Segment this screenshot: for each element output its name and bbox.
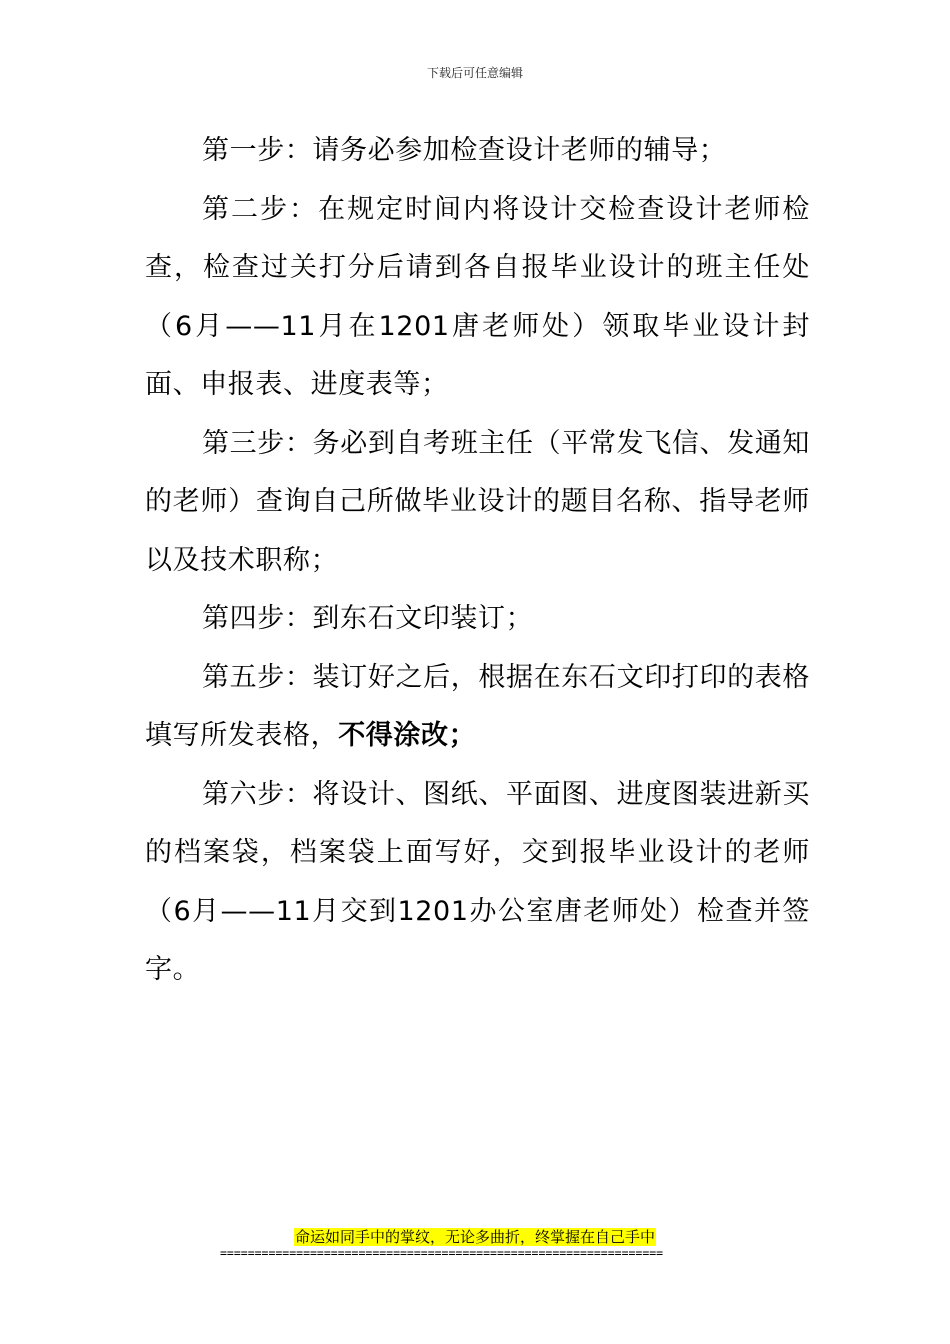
step-4-text: 第四步：到东石文印装订；: [202, 603, 534, 634]
step-1-paragraph: [145, 122, 810, 181]
step-5-bold-text: 不得涂改；: [338, 720, 477, 751]
step-5-text: 第五步：装订好之后，根据在东石文印打印的表格填写所发表格，: [145, 661, 810, 751]
footer-divider: ================================================================: [220, 1246, 664, 1260]
step-2-paragraph: [145, 181, 810, 415]
step-6-text: 第六步：将设计、图纸、平面图、进度图装进新买的档案袋，档案袋上面写好，交到报毕业设计的老师（6月——11月交到1201办公室唐老师处）检查并签字。: [145, 778, 810, 985]
step-3-paragraph: [145, 415, 810, 591]
step-1-text: 第一步：请务必参加检查设计老师的辅导；: [202, 135, 727, 166]
footer-motto: [0, 1228, 950, 1246]
step-2-text: 第二步：在规定时间内将设计交检查设计老师检查，检查过关打分后请到各自报毕业设计的班主任处（6月——11月在1201唐老师处）领取毕业设计封面、申报表、进度表等；: [145, 193, 810, 400]
step-3-text: 第三步：务必到自考班主任（平常发飞信、发通知的老师）查询自己所做毕业设计的题目名称、指导老师以及技术职称；: [145, 427, 810, 576]
document-body: [145, 122, 810, 1000]
footer-motto-text: 命运如同手中的掌纹，无论多曲折，终掌握在自己手中: [294, 1228, 655, 1246]
header-text: 下载后可任意编辑: [426, 66, 523, 80]
step-5-paragraph: [145, 649, 810, 766]
step-4-paragraph: [145, 590, 810, 649]
step-6-paragraph: [145, 766, 810, 1000]
page-header: [0, 64, 950, 82]
